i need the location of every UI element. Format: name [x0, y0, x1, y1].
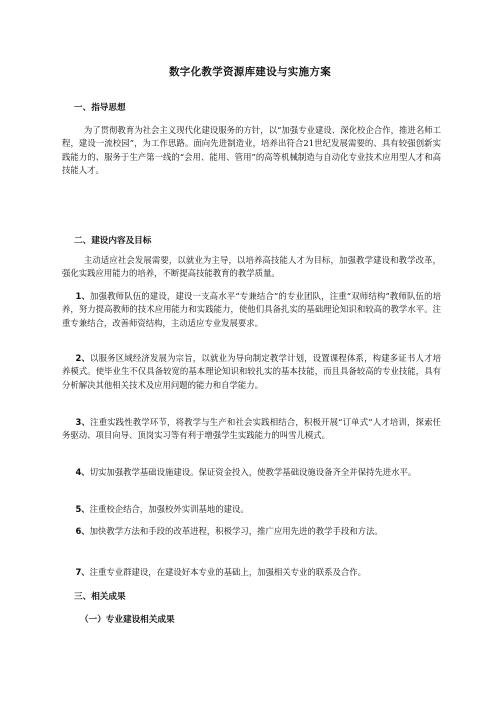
- paragraph-intro: 主动适应社会发展需要，以就业为主导，以培养高技能人才为目标，加强教学建设和教学改革，强化实践应用能力的培养，不断提高技能教育的教学质量。: [62, 255, 441, 279]
- item-number: 6、: [75, 526, 90, 536]
- paragraph-item-5: [62, 503, 441, 516]
- item-number: 7、: [75, 567, 90, 577]
- paragraph-item-6: [62, 525, 441, 538]
- item-text: 注重专业群建设，在建设好本专业的基础上，加强相关专业的联系及合作。: [89, 567, 367, 577]
- item-text: 加快教学方法和手段的改革进程，积极学习，推广应用先进的教学手段和方法。: [89, 526, 383, 536]
- paragraph-guiding-ideology: 为了贯彻教育为社会主义现代化建设服务的方针，以“加强专业建设、深化校企合作，推进名师工程，建设一流校园”，为工作思路。面向先进制造业，培养出符合21世纪发展需要的、具有较强创新实践能力的、服务于生产第一线的“会用、能用、管用”的高等机械制造与自动化专业技术应用型人才和高技能人才。: [62, 125, 441, 176]
- document-title: 数字化教学资源库建设与实施方案: [169, 66, 331, 78]
- item-number: 4、: [75, 467, 90, 477]
- item-number: 2、: [75, 353, 91, 363]
- item-text: 注重校企结合，加强校外实训基地的建设。: [89, 504, 249, 514]
- paragraph-item-1: [62, 290, 441, 330]
- subsection-heading-1: （一）专业建设相关成果: [80, 615, 175, 625]
- section-heading-2: 二、建设内容及目标: [74, 236, 152, 246]
- item-text: 加强教师队伍的建设，建设一支高水平“专兼结合”的专业团队，注重“双师结构”教师队伍的培养，努力提高教师的技术应用能力和实践能力，使他们具备扎实的基础理论知识和较高的教学水平。注重专兼结合，改善师资结构，主动适应专业发展要求。: [62, 291, 442, 328]
- section-heading-3: 三、相关成果: [74, 592, 126, 602]
- paragraph-item-4: [62, 466, 441, 479]
- paragraph-item-7: [62, 566, 441, 579]
- item-number: 3、: [75, 417, 91, 427]
- item-number: 1、: [75, 291, 90, 301]
- section-heading-1: 一、指导思想: [74, 103, 126, 113]
- paragraph-item-3: [62, 416, 441, 443]
- item-text: 切实加强教学基础设施建设。保证资金投入，使教学基础设施设备齐全并保持先进水平。: [89, 467, 417, 477]
- item-text: 以服务区域经济发展为宗旨，以就业为导向制定教学计划，设置课程体系，构建多证书人才培养模式。使毕业生不仅具备较宽的基本理论知识和较扎实的基本技能，而且具备较高的专业技能，具有分析解决其他相关技术及应用问题的能力和自学能力。: [62, 353, 442, 390]
- item-number: 5、: [75, 504, 90, 514]
- item-text: 注重实践性教学环节，将教学与生产和社会实践相结合，积极开展“订单式”人才培训，探索任务驱动、项目向导、顶岗实习等有利于增强学生实践能力的叫雪儿模式。: [62, 417, 442, 441]
- paragraph-item-2: [62, 352, 441, 392]
